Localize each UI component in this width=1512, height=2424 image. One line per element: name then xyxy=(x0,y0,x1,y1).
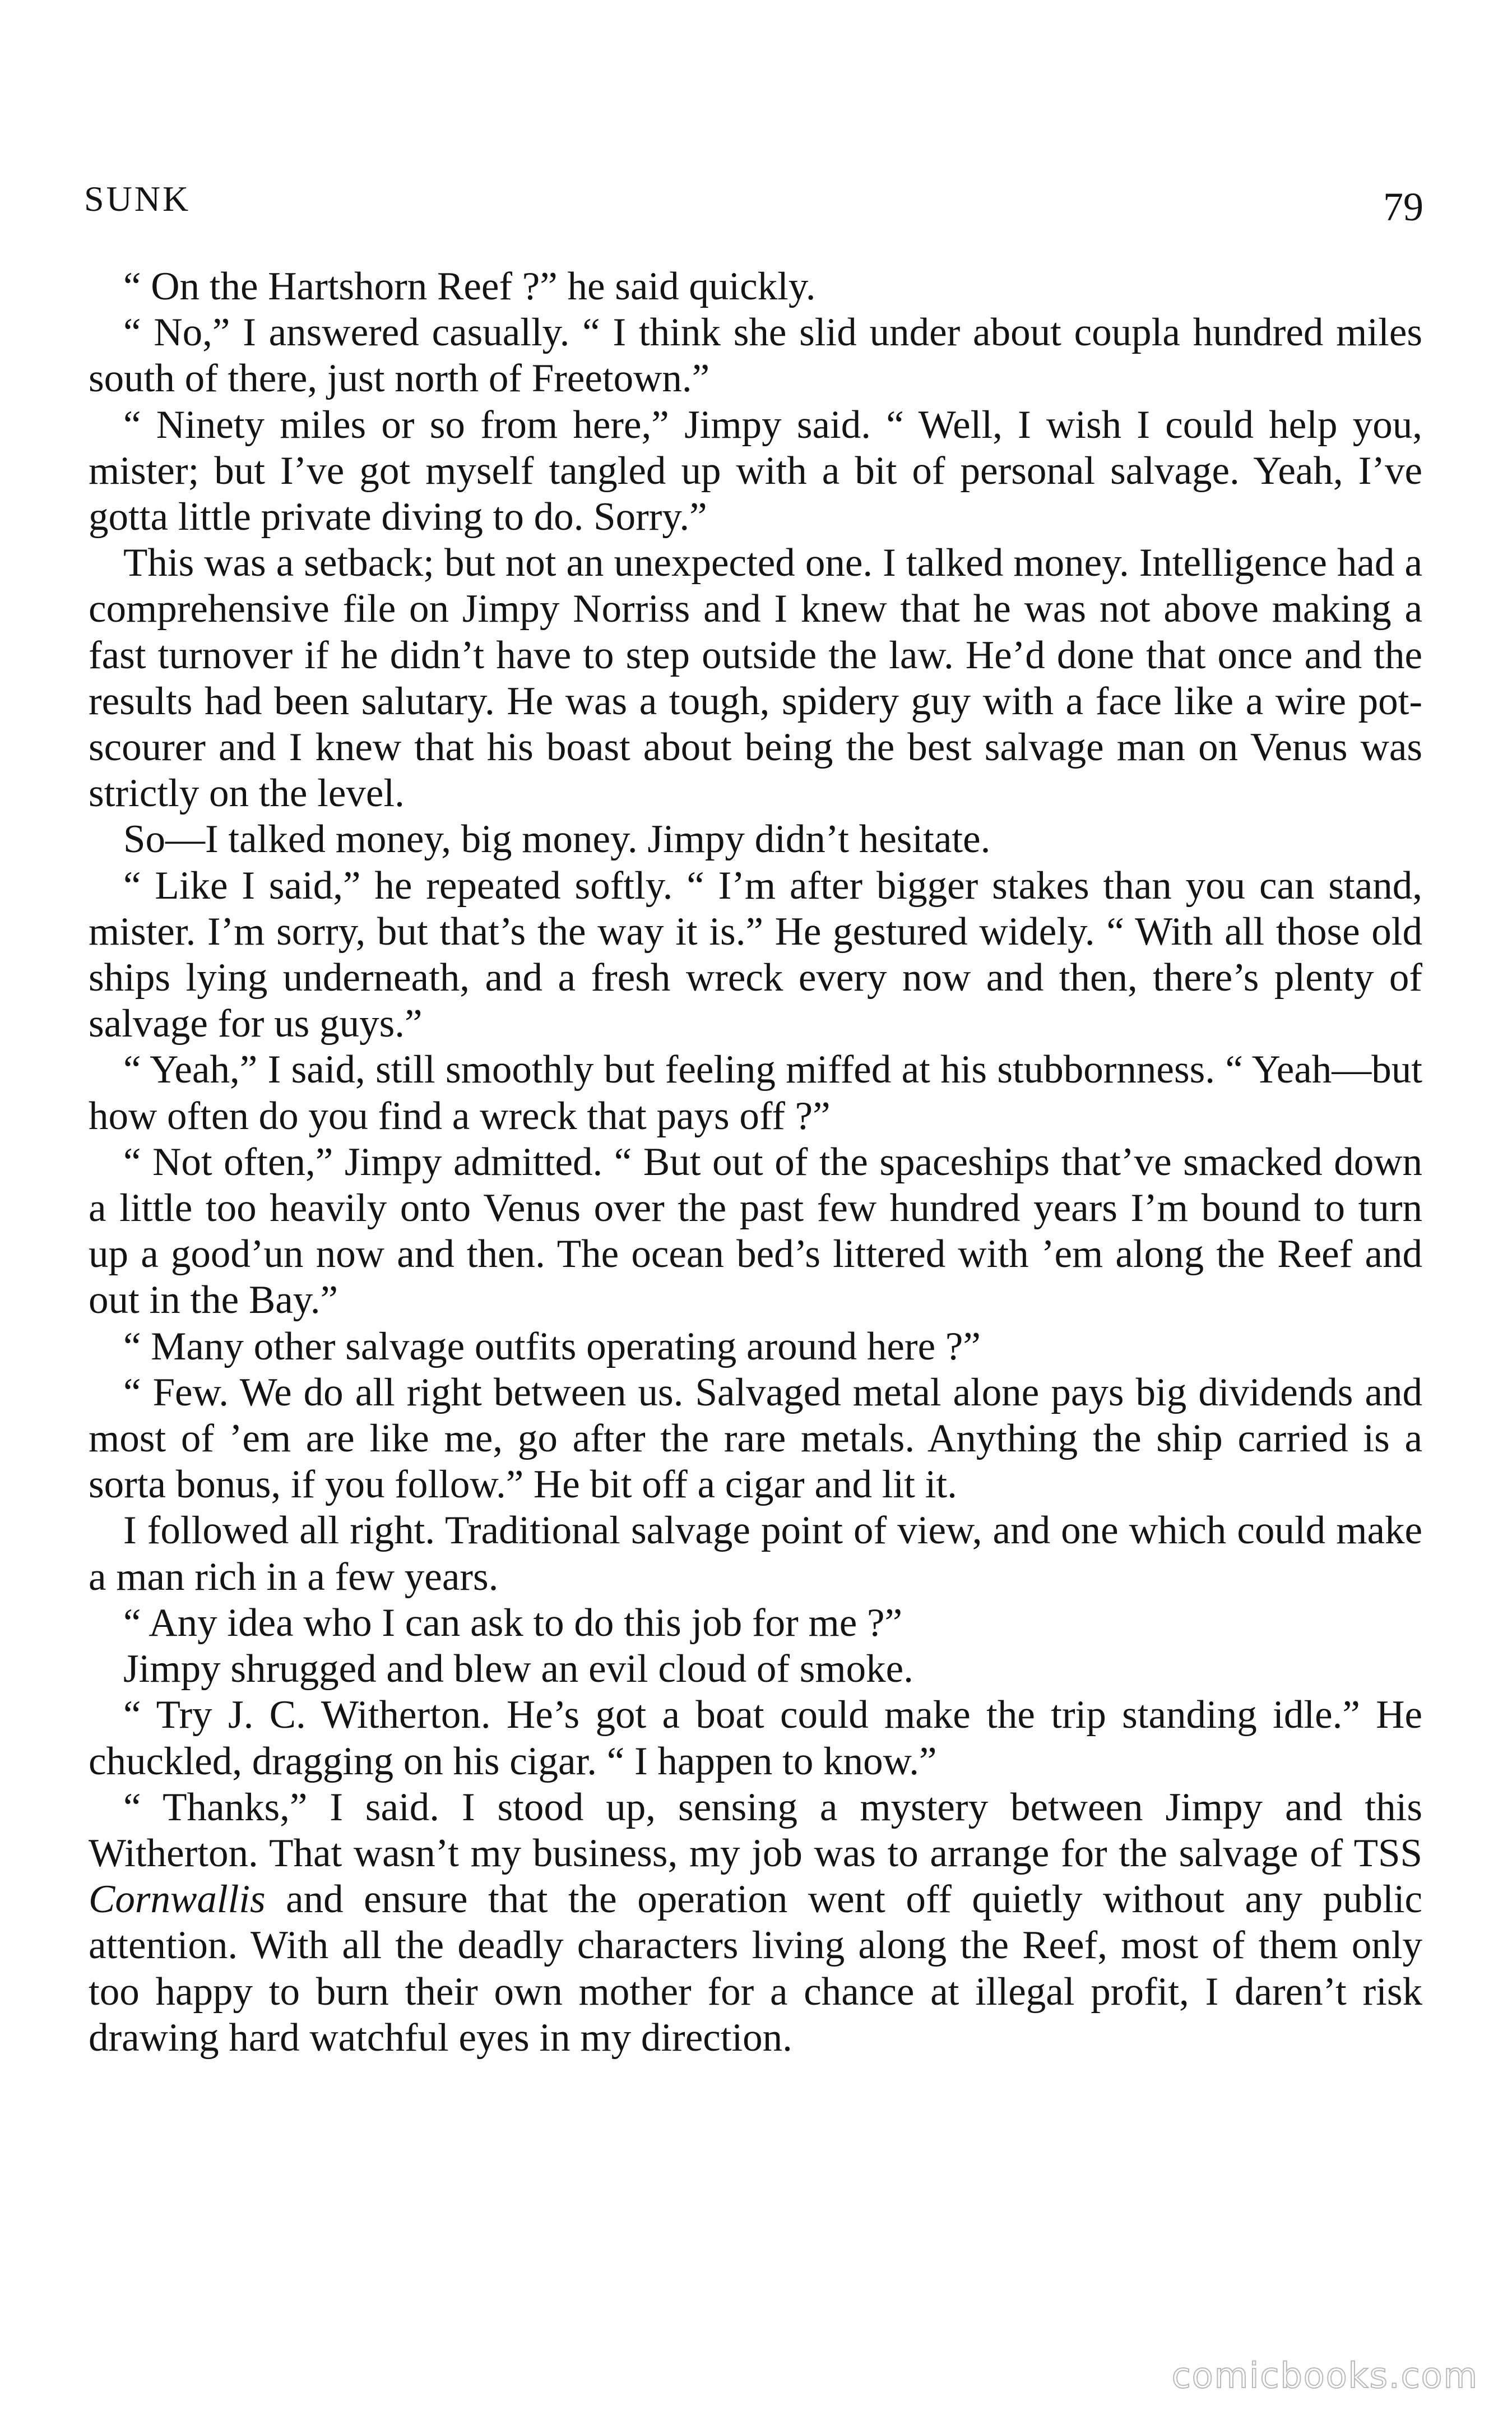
paragraph-10: “ Few. We do all right between us. Salvaged metal alone pays big dividends and most of ’em are like me, go after the rare metals. Anything the ship carried is a sorta bonus, if you follow.” He bit off a cigar and lit it. xyxy=(89,1370,1422,1507)
paragraph-8: “ Not often,” Jimpy admitted. “ But out of the spaceships that’ve smacked down a little too heavily onto Venus over the past few hundred years I’m bound to turn up a good’un now and then. The ocean bed’s littered with ’em along the Reef and out in the Bay.” xyxy=(89,1140,1422,1322)
paragraph-12: “ Any idea who I can ask to do this job for me ?” xyxy=(123,1600,903,1645)
paragraph-6: “ Like I said,” he repeated softly. “ I’m after bigger stakes than you can stand, mister. I’m sorry, but that’s the way it is.” He gestured widely. “ With all those old ships lying underneath, and a fresh wreck every now and then, there’s plenty of salvage for us guys.” xyxy=(89,863,1422,1046)
paragraph-7: “ Yeah,” I said, still smoothly but feeling miffed at his stubbornness. “ Yeah—but how often do you find a wreck that pays off ?” xyxy=(89,1048,1422,1138)
paragraph-15-end: and ensure that the operation went off quietly without any public attention. With all the deadly characters living along the Reef, most of them only too happy to burn their own mother for a chance at illegal profit, I daren’t risk drawing hard watchful eyes in my direction. xyxy=(89,1877,1422,2060)
paragraph-5: So—I talked money, big money. Jimpy didn’t hesitate. xyxy=(123,817,991,862)
paragraph-15-start: “ Thanks,” I said. I stood up, sensing a mystery between Jimpy and this Witherton. That wasn’t my business, my job was to arrange for the salvage of TSS xyxy=(89,1785,1422,1875)
paragraph-11: I followed all right. Traditional salvage point of view, and one which could make a man rich in a few years. xyxy=(89,1509,1422,1599)
paragraph-13: Jimpy shrugged and blew an evil cloud of smoke. xyxy=(123,1647,913,1691)
page-number: 79 xyxy=(1383,184,1423,229)
body-text xyxy=(89,263,1422,2061)
paragraph-3: “ Ninety miles or so from here,” Jimpy said. “ Well, I wish I could help you, mister; but I’ve got myself tangled up with a bit of personal salvage. Yeah, I’ve gotta little private diving to do. Sorry.” xyxy=(89,403,1422,539)
paragraph-15 xyxy=(89,1784,1422,2061)
paragraph-1: “ On the Hartshorn Reef ?” he said quickly. xyxy=(123,265,816,308)
paragraph-2: “ No,” I answered casually. “ I think she slid under about coupla hundred miles south of there, just north of Freetown.” xyxy=(89,311,1422,401)
running-head xyxy=(84,168,1423,230)
paragraph-9: “ Many other salvage outfits operating around here ?” xyxy=(123,1324,981,1368)
watermark: comicbooks.com xyxy=(1171,2355,1478,2396)
running-title: SUNK xyxy=(84,179,191,219)
ship-name: Cornwallis xyxy=(89,1877,266,1922)
paragraph-4: This was a setback; but not an unexpected one. I talked money. Intelligence had a comprehensive file on Jimpy Norriss and I knew that he was not above making a fast turnover if he didn’t have to step outside the law. He’d done that once and the results had been salutary. He was a tough, spidery guy with a face like a wire pot-scourer and I knew that his boast about being the best salvage man on Venus was strictly on the level. xyxy=(89,541,1422,816)
paragraph-14: “ Try J. C. Witherton. He’s got a boat could make the trip standing idle.” He chuckled, dragging on his cigar. “ I happen to know.” xyxy=(89,1693,1422,1783)
